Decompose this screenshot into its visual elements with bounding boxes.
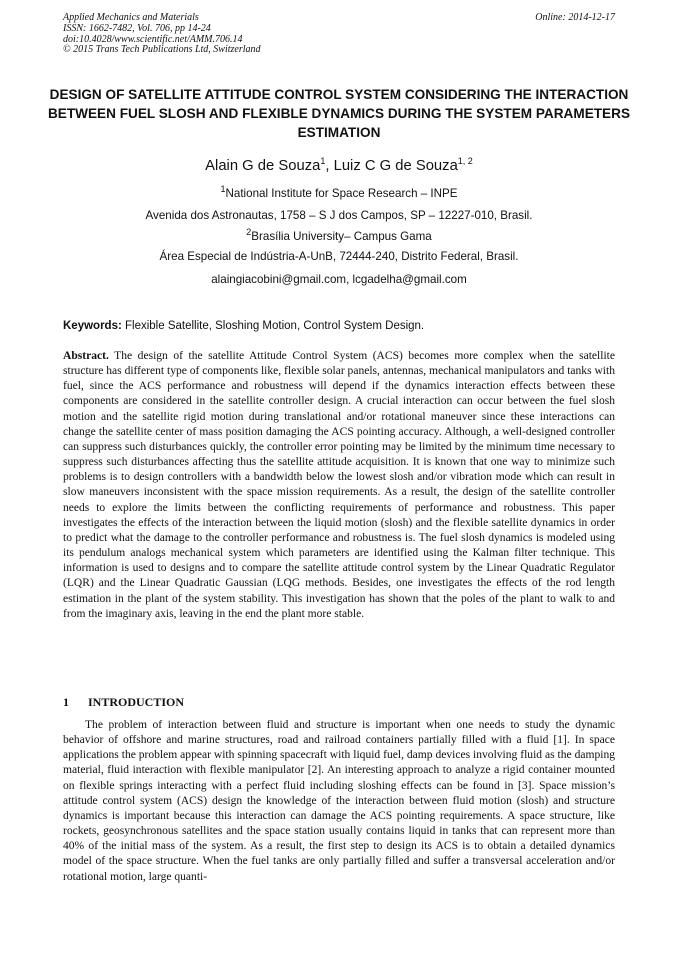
author-2-name: Luiz C G de Souza xyxy=(333,158,458,174)
paper-title: DESIGN OF SATELLITE ATTITUDE CONTROL SYSTEM CONSIDERING THE INTERACTION BETWEEN FUEL SLOSH AND FLEXIBLE DYNAMICS DURING THE SYSTEM PARAMETERS ESTIMATION xyxy=(47,87,631,140)
abstract xyxy=(63,349,615,622)
author-line xyxy=(40,158,638,174)
affiliation-1-address: Avenida dos Astronautas, 1758 – S J dos Campos, SP – 12227-010, Brasil. xyxy=(145,209,533,222)
doi-line: doi:10.4028/www.scientific.net/AMM.706.14 xyxy=(63,33,243,45)
author-emails: alaingiacobini@gmail.com, lcgadelha@gmail.com xyxy=(211,273,467,286)
affiliation-2 xyxy=(40,227,638,243)
journal-name: Applied Mechanics and Materials xyxy=(63,12,199,23)
keywords-text: Flexible Satellite, Sloshing Motion, Control System Design. xyxy=(121,320,425,332)
abstract-text: The design of the satellite Attitude Control System (ACS) becomes more complex when the satellite structure has different type of components like, flexible solar panels, antennas, mechanical manipulators and tanks with fuel, since the ACS performance and robustness will depend if the dynamics interaction effects between these components are considered in the satellite controller design. A crucial interaction can occur between the fuel slosh motion and the satellite rigid motion during translational and/or rotational maneuver since these interactions can change the satellite center of mass position damaging the ACS pointing accuracy. Although, a well-designed controller can suppress such disturbances quickly, the controller error pointing may be limited by the minimum time necessary to suppress such disturbances affecting thus the satellite attitude acquisition. It is known that one way to minimize such problems is to design controllers with a bandwidth below the lowest slosh and/or vibration mode which can result in slow maneuvers inconsistent with the space mission requirements. As a result, the design of the satellite controller needs to explore the limits between the conflicting requirements of performance and robustness. This paper investigates the effects of the interaction between the liquid motion (slosh) and the flexible satellite dynamics in order to predict what the damage to the controller performance and robustness is. The fuel slosh dynamics is modeled using its pendulum analogs mechanical system which parameters are identified using the Kalman filter technique. This information is used to designs and to compare the satellite attitude control system by the Linear Quadratic Regulator (LQR) and the Linear Quadratic Gaussian (LQG methods. Besides, one investigates the effects of the rod length estimation in the plant of the system stability. This investigation has shown that the poles of the plant to walk to and from the imaginary axis, leaving in the end the plant more stable. xyxy=(63,350,615,620)
online-date: Online: 2014-12-17 xyxy=(535,12,615,23)
keywords-label: Keywords: xyxy=(63,320,122,332)
section-title: INTRODUCTION xyxy=(88,695,185,709)
author-1-name: Alain G de Souza xyxy=(205,158,321,174)
affiliation-1-name: National Institute for Space Research – INPE xyxy=(225,187,458,200)
author-separator: , xyxy=(325,158,334,174)
abstract-label: Abstract. xyxy=(63,350,109,362)
issn-line: ISSN: 1662-7482, Vol. 706, pp 14-24 xyxy=(63,22,211,34)
affiliation-2-address: Área Especial de Indústria-A-UnB, 72444-240, Distrito Federal, Brasil. xyxy=(159,250,519,263)
author-1-affiliation-mark: 1 xyxy=(320,156,326,167)
copyright-line: © 2015 Trans Tech Publications Ltd, Switzerland xyxy=(63,44,261,56)
affiliation-2-name: Brasília University– Campus Gama xyxy=(251,230,432,243)
affiliation-1 xyxy=(40,184,638,200)
publication-info xyxy=(63,13,261,56)
section-heading xyxy=(63,695,184,710)
author-2-affiliation-mark: 1, 2 xyxy=(457,156,473,167)
introduction-paragraph: The problem of interaction between fluid and structure is important when one needs to study the dynamic behavior of offshore and marine structures, road and railroad containers partially filled with a fluid [1]. In space applications the problem appear with spinning spacecraft with liquid fuel, damp devices involving fluid as the damping material, fluid interaction with flexible manipulator [2]. An interesting approach to analyze a rigid container mounted on flexible springs interacting with a perfect fluid including sloshing effects can be found in [3]. Space mission’s attitude control system (ACS) design the knowledge of the interaction between fluid motion (slosh) and structure dynamics is important because this interaction can damage the ACS pointing requirements. A space structure, like rockets, geosynchronous satellites and the space station usually contains liquid in tanks that can represent more than 40% of the initial mass of the system. As a result, the first step to design its ACS is to obtain a detailed dynamics model of the space structure. When the fuel tanks are only partially filled and suffer a transversal acceleration and/or rotational motion, large quanti- xyxy=(63,719,615,883)
keywords xyxy=(63,320,615,332)
affiliation-1-mark: 1 xyxy=(220,184,226,195)
section-number: 1 xyxy=(63,695,69,709)
affiliation-2-mark: 2 xyxy=(246,227,252,238)
